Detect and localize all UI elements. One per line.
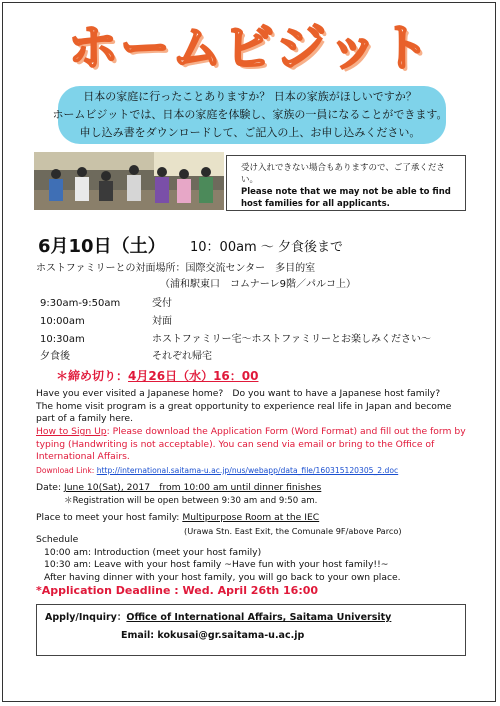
schedule-title: Schedule bbox=[36, 534, 79, 545]
schedule-item-3: ホストファミリー宅～ホストファミリーとお楽しみください～ bbox=[152, 334, 431, 345]
english-schedule-item-2: 10:30 am: Leave with your host family ~Have fun with your host family!!~ bbox=[44, 559, 389, 570]
venue-jp: ホストファミリーとの対面場所：国際交流センター 多目的室 bbox=[36, 263, 316, 274]
event-photo bbox=[34, 152, 224, 210]
intro-line-3: 申し込み書をダウンロードして、ご記入の上、お申し込みください。 bbox=[79, 126, 421, 139]
english-intro bbox=[36, 388, 466, 426]
english-program-description: The home visit program is a great opportunity to experience real life in Japan and become part of a family here. bbox=[36, 400, 452, 424]
note-jp: 受け入れできない場合もありますので、ご了承ください。 bbox=[241, 163, 445, 185]
deadline-jp-prefix: ＊締め切り： bbox=[56, 369, 129, 383]
schedule-item-4: それぞれ帰宅 bbox=[152, 351, 212, 362]
how-to-sign-up-label: How to Sign Up bbox=[36, 426, 107, 437]
download-link[interactable]: http://international.saitama-u.ac.jp/nus/webapp/data_file/160315120305_2.doc bbox=[96, 466, 399, 475]
english-schedule bbox=[36, 534, 466, 584]
download-line bbox=[36, 465, 466, 478]
apply-office: Office of International Affairs, Saitama University bbox=[126, 612, 392, 623]
application-deadline: *Application Deadline : Wed. April 26th 16:00 bbox=[36, 584, 319, 597]
intro-line-1: 日本の家庭に行ったことありますか？ 日本の家族がほしいですか？ bbox=[83, 90, 417, 103]
download-label: Download Link: bbox=[36, 466, 95, 475]
how-to-sign-up-text: : Please download the Application Form (Word Format) and fill out the form by typing (Handwriting is not acceptable). You can send via email or bring to the Office of International Affairs. bbox=[36, 426, 466, 462]
apply-inquiry-box bbox=[36, 604, 466, 656]
place-sub: (Urawa Stn. East Exit, the Comunale 9F/above Parco) bbox=[184, 525, 402, 536]
event-time-jp: 10：00am ～ 夕食後まで bbox=[190, 240, 343, 255]
deadline-jp bbox=[56, 367, 258, 384]
deadline-jp-date: 4月26日（水）16：00 bbox=[128, 369, 259, 383]
apply-label: Apply/Inquiry： bbox=[45, 612, 127, 623]
intro-line-2: ホームビジットでは、日本の家庭を体験し、家族の一員になることができます。 bbox=[52, 108, 448, 121]
how-to-sign-up bbox=[36, 426, 466, 464]
english-schedule-item-1: 10:00 am: Introduction (meet your host family) bbox=[44, 546, 262, 558]
english-schedule-item-3: After having dinner with your host family, you will go back to your own place. bbox=[44, 571, 401, 583]
schedule-item-1: 受付 bbox=[152, 298, 172, 309]
venue-sub-jp: （浦和駅東口 コムナーレ9階／パルコ上） bbox=[160, 279, 356, 290]
date-label: Date: bbox=[36, 482, 62, 493]
date-block bbox=[36, 482, 466, 507]
schedule-time-1: 9:30am-9:50am bbox=[40, 298, 121, 309]
note-en: Please note that we may not be able to find host families for all applicants. bbox=[241, 187, 451, 209]
schedule-time-2: 10:00am bbox=[40, 316, 85, 327]
date-value: June 10(Sat), 2017 from 10:00 am until dinner finishes bbox=[63, 482, 322, 493]
schedule-time-3: 10:30am bbox=[40, 334, 85, 345]
schedule-time-4: 夕食後 bbox=[40, 351, 70, 362]
place-label: Place to meet your host family: bbox=[36, 512, 180, 523]
apply-email[interactable]: Email: kokusai@gr.saitama-u.ac.jp bbox=[121, 630, 305, 641]
intro-text bbox=[30, 88, 470, 142]
event-date-jp: 6月10日（土） bbox=[38, 236, 166, 257]
english-question: Have you ever visited a Japanese home? Do you want to have a Japanese host family? bbox=[36, 388, 441, 399]
page-title: ホームビジット bbox=[68, 19, 432, 77]
registration-note: ＊Registration will be open between 9:30 am and 9:50 am. bbox=[64, 495, 318, 506]
schedule-item-2: 対面 bbox=[152, 316, 172, 327]
place-value: Multipurpose Room at the IEC bbox=[182, 512, 320, 523]
host-availability-note bbox=[226, 155, 466, 211]
